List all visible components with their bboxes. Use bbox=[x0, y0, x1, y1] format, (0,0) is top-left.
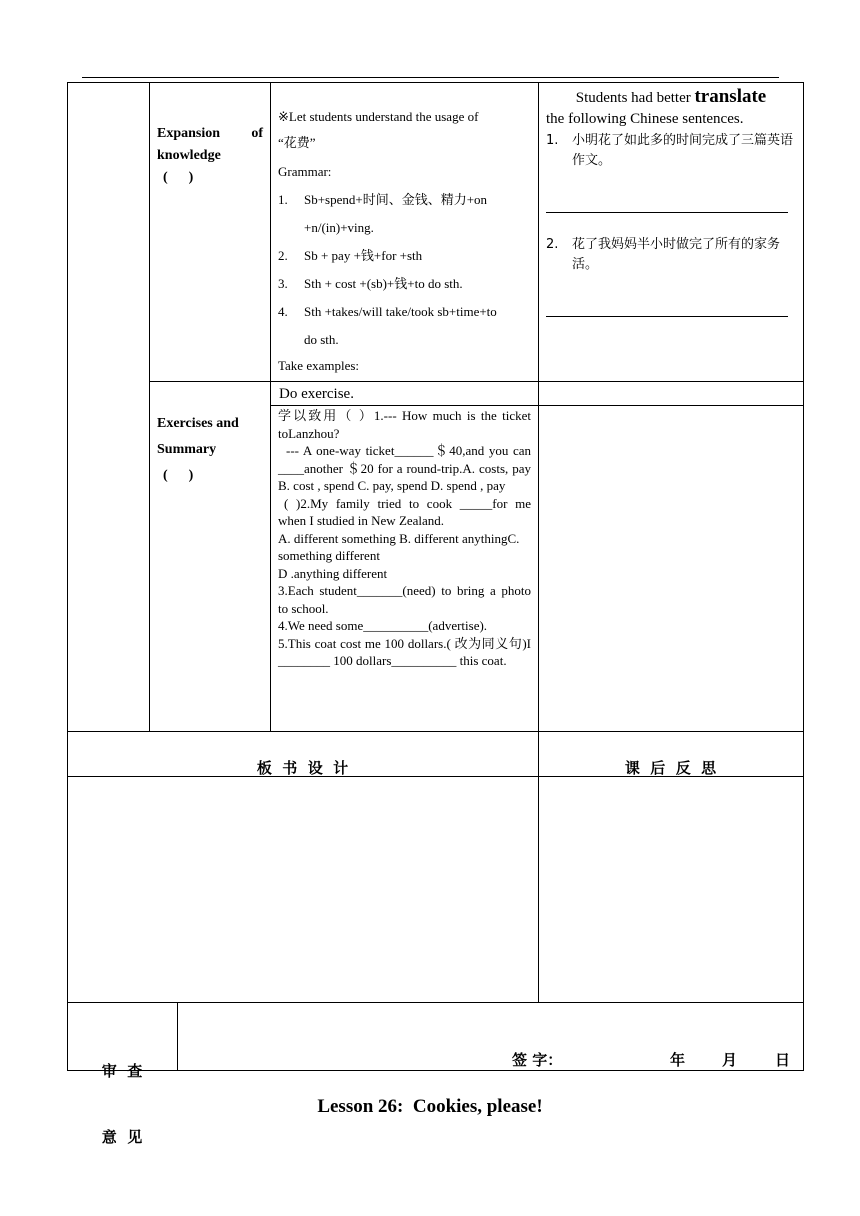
grammar-item bbox=[278, 270, 533, 298]
grammar-item-text: do sth. bbox=[304, 332, 339, 347]
exercise-list bbox=[278, 407, 531, 670]
exercise-line: 学以致用（ ）1.--- How much is the ticket toLanzhou? bbox=[278, 408, 531, 441]
translate-heading bbox=[546, 86, 796, 109]
translate-heading-text: Students had better bbox=[575, 90, 695, 106]
expansion-heading bbox=[157, 123, 263, 189]
answer-blank[interactable] bbox=[546, 211, 788, 213]
translate-heading-cont: the following Chinese sentences. bbox=[546, 111, 744, 127]
translate-task bbox=[546, 86, 796, 317]
translate-sentence bbox=[546, 235, 796, 275]
answer-blank[interactable] bbox=[546, 315, 788, 317]
review-label-text: 意 见 bbox=[101, 1128, 143, 1146]
grammar-item-text: Sth +takes/will take/took sb+time+to bbox=[304, 304, 497, 319]
intro-line: ※Let students understand the usage of bbox=[278, 109, 479, 124]
grammar-item-number: 2. bbox=[278, 248, 288, 263]
date-day: 日 bbox=[775, 1051, 791, 1069]
examples-label: Take examples: bbox=[278, 358, 360, 373]
exercises-paren: ( ) bbox=[163, 468, 194, 483]
expansion-heading-text: Expansion of knowledge bbox=[157, 126, 263, 163]
exercise-line: 3.Each student_______(need) to bring a photo to school. bbox=[278, 583, 531, 616]
exercise-line: D .anything different bbox=[278, 565, 388, 581]
grammar-item-text: Sb + pay +钱+for +sth bbox=[304, 248, 423, 263]
reflection-area[interactable] bbox=[539, 777, 803, 1002]
grammar-item-text: +n/(in)+ving. bbox=[304, 220, 374, 235]
header-rule bbox=[82, 77, 779, 78]
exercises-heading-text: Exercises and bbox=[157, 416, 239, 431]
date-month: 月 bbox=[722, 1051, 738, 1069]
expansion-paren: ( ) bbox=[163, 170, 194, 185]
sentence-number: 1. bbox=[546, 133, 559, 148]
table-border-right bbox=[803, 82, 804, 1071]
reflection-title: 课 后 反 思 bbox=[624, 759, 717, 777]
review-label bbox=[67, 1016, 177, 1170]
date-year: 年 bbox=[670, 1051, 686, 1069]
grammar-item-text: Sb+spend+时间、金钱、精力+on bbox=[304, 192, 488, 207]
col-divider bbox=[270, 82, 271, 732]
expansion-content bbox=[278, 104, 533, 378]
table-border-top bbox=[67, 82, 804, 83]
review-area[interactable] bbox=[178, 1003, 803, 1070]
grammar-item-text: Sth + cost +(sb)+钱+to do sth. bbox=[304, 276, 463, 291]
grammar-item-number: 4. bbox=[278, 304, 288, 319]
grammar-item bbox=[278, 298, 533, 354]
sentence-number: 2. bbox=[546, 237, 559, 252]
board-design-title: 板 书 设 计 bbox=[256, 759, 349, 777]
grammar-item-number: 3. bbox=[278, 276, 288, 291]
board-design-area[interactable] bbox=[68, 777, 538, 1002]
intro-line: “花费” bbox=[278, 135, 316, 150]
col-divider bbox=[149, 82, 150, 732]
review-label-text: 审 查 bbox=[101, 1062, 143, 1080]
translate-keyword: translate bbox=[694, 86, 767, 107]
grammar-item-number: 1. bbox=[278, 192, 288, 207]
exercises-heading bbox=[157, 411, 267, 489]
signature-label: 签 字： bbox=[512, 1051, 563, 1069]
grammar-item bbox=[278, 186, 533, 242]
expansion-intro bbox=[278, 104, 533, 156]
exercise-line: ( )2.My family tried to cook _____for me when I studied in New Zealand. bbox=[278, 495, 531, 528]
exercises-heading-text: Summary bbox=[157, 442, 217, 457]
translate-sentence bbox=[546, 131, 796, 171]
exercise-line: A. different something B. different anythingC. something different bbox=[278, 530, 520, 563]
grammar-list bbox=[278, 186, 533, 354]
do-exercise: Do exercise. bbox=[279, 386, 354, 402]
row-divider bbox=[67, 731, 804, 732]
sentence-text: 小明花了如此多的时间完成了三篇英语作文。 bbox=[572, 133, 794, 168]
grammar-item bbox=[278, 242, 533, 270]
exercise-line: 5.This coat cost me 100 dollars.( 改为同义句)I ________ 100 dollars__________ this coat. bbox=[278, 635, 531, 668]
sentence-text: 花了我妈妈半小时做完了所有的家务活。 bbox=[572, 237, 781, 272]
lesson-title: Lesson 26: Cookies, please! bbox=[317, 1096, 543, 1117]
row-divider bbox=[270, 405, 804, 406]
exercise-line: 4.We need some__________(advertise). bbox=[278, 618, 488, 633]
grammar-label: Grammar: bbox=[278, 164, 332, 179]
row-divider bbox=[149, 381, 804, 382]
exercise-line: --- A one-way ticket______＄40,and you can ____another ＄20 for a round-trip.A. costs, pay B. cost , spend C. pay, spend D. spend , pay bbox=[278, 443, 531, 493]
